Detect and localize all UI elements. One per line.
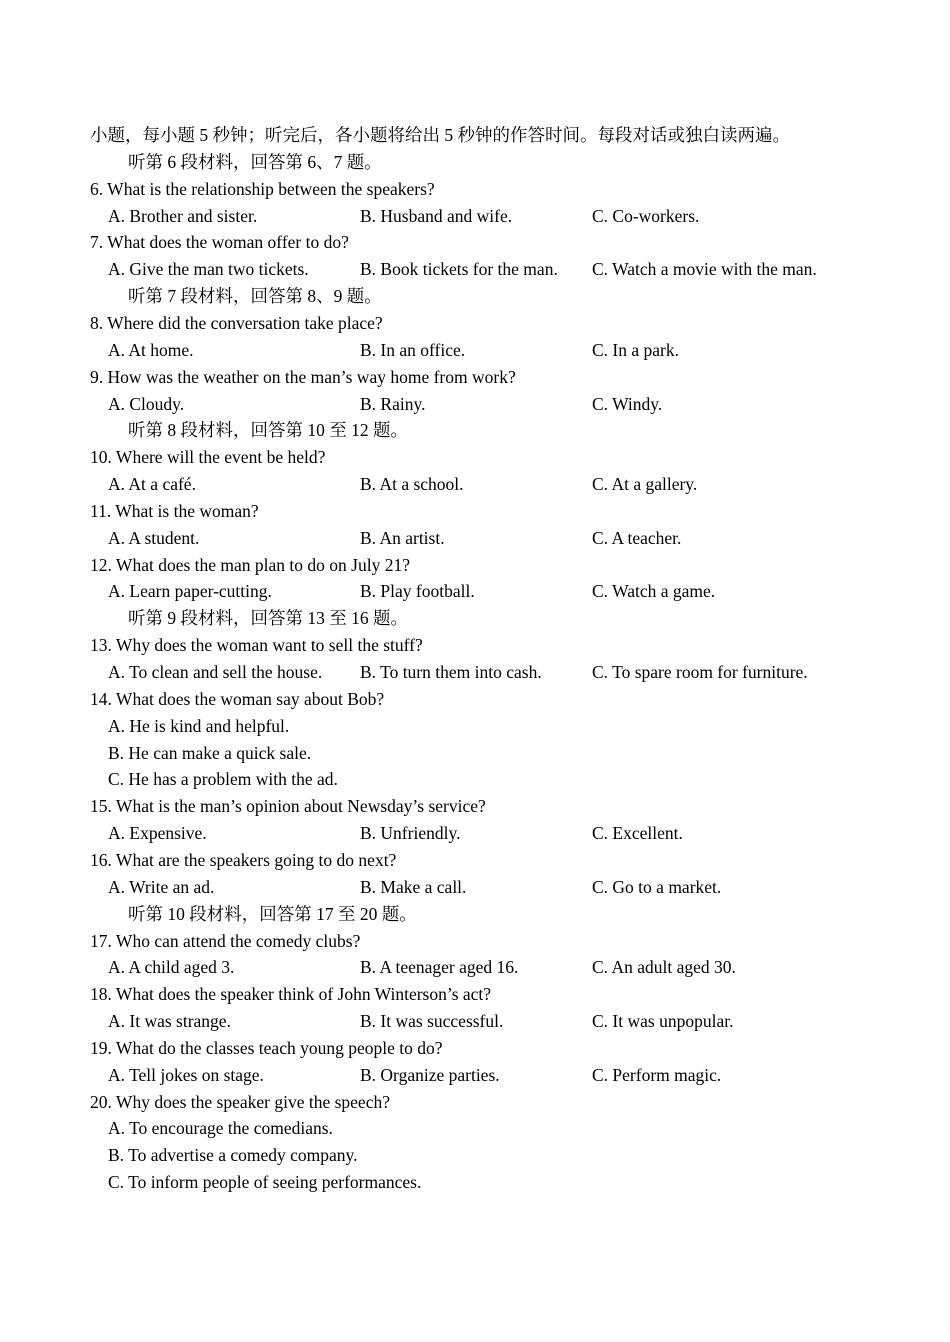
question-text: 14. What does the woman say about Bob? <box>90 688 385 709</box>
answer-option: C. It was unpopular. <box>592 1011 734 1032</box>
question-text: 20. Why does the speaker give the speech? <box>90 1091 390 1112</box>
answer-option: A. It was strange. <box>108 1011 231 1032</box>
answer-option: B. He can make a quick sale. <box>108 742 312 763</box>
question-text: 15. What is the man’s opinion about Newsday’s service? <box>90 796 486 817</box>
section-heading: 听第 7 段材料，回答第 8、9 题。 <box>128 286 382 307</box>
question-text: 9. How was the weather on the man’s way home from work? <box>90 366 516 387</box>
answer-option: B. Rainy. <box>360 393 426 414</box>
answer-option: B. Play football. <box>360 581 475 602</box>
question-text: 18. What does the speaker think of John Winterson’s act? <box>90 984 492 1005</box>
answer-option: A. Give the man two tickets. <box>108 259 309 280</box>
answer-option: A. Expensive. <box>108 823 207 844</box>
answer-option: C. In a park. <box>592 339 679 360</box>
answer-option: B. Make a call. <box>360 876 467 897</box>
answer-option: B. Husband and wife. <box>360 205 513 226</box>
answer-option: B. A teenager aged 16. <box>360 957 519 978</box>
answer-option: A. Learn paper-cutting. <box>108 581 272 602</box>
answer-option: A. To encourage the comedians. <box>108 1118 333 1139</box>
section-heading: 听第 8 段材料，回答第 10 至 12 题。 <box>128 420 408 441</box>
question-text: 6. What is the relationship between the speakers? <box>90 178 435 199</box>
answer-option: C. He has a problem with the ad. <box>108 769 338 790</box>
question-text: 13. Why does the woman want to sell the stuff? <box>90 635 423 656</box>
answer-option: B. Unfriendly. <box>360 823 461 844</box>
section-heading: 听第 9 段材料，回答第 13 至 16 题。 <box>128 608 408 629</box>
section-heading: 听第 6 段材料，回答第 6、7 题。 <box>128 151 382 172</box>
question-text: 17. Who can attend the comedy clubs? <box>90 930 361 951</box>
answer-option: B. To turn them into cash. <box>360 662 542 682</box>
answer-option: A. A child aged 3. <box>108 957 235 978</box>
answer-option: C. Watch a game. <box>592 581 716 602</box>
answer-option: B. Organize parties. <box>360 1064 500 1085</box>
question-text: 10. Where will the event be held? <box>90 447 326 468</box>
answer-option: A. Tell jokes on stage. <box>108 1064 264 1085</box>
answer-option: C. To inform people of seeing performances. <box>108 1172 422 1193</box>
question-text: 8. Where did the conversation take place? <box>90 312 383 333</box>
answer-option: A. Write an ad. <box>108 876 215 897</box>
answer-option: B. At a school. <box>360 474 464 495</box>
answer-option: A. At a café. <box>108 474 196 495</box>
answer-option: C. A teacher. <box>592 527 682 548</box>
question-text: 19. What do the classes teach young people to do? <box>90 1037 443 1058</box>
answer-option: C. To spare room for furniture. <box>592 662 808 682</box>
question-text: 12. What does the man plan to do on July 21? <box>90 554 410 575</box>
answer-option: A. A student. <box>108 527 200 548</box>
answer-option: B. It was successful. <box>360 1011 504 1032</box>
answer-option: B. In an office. <box>360 339 466 360</box>
intro-text: 小题，每小题 5 秒钟；听完后，各小题将给出 5 秒钟的作答时间。每段对话或独白读两遍。 <box>90 125 790 145</box>
question-text: 16. What are the speakers going to do next? <box>90 849 397 870</box>
answer-option: A. To clean and sell the house. <box>108 662 323 682</box>
answer-option: C. Perform magic. <box>592 1064 722 1085</box>
answer-option: C. Watch a movie with the man. <box>592 259 817 280</box>
answer-option: B. To advertise a comedy company. <box>108 1145 358 1166</box>
question-text: 11. What is the woman? <box>90 500 259 521</box>
answer-option: A. Brother and sister. <box>108 205 258 226</box>
answer-option: C. Excellent. <box>592 823 683 844</box>
question-text: 7. What does the woman offer to do? <box>90 232 349 253</box>
section-heading: 听第 10 段材料，回答第 17 至 20 题。 <box>128 903 417 924</box>
answer-option: A. He is kind and helpful. <box>108 715 290 736</box>
answer-option: A. Cloudy. <box>108 393 185 414</box>
answer-option: B. Book tickets for the man. <box>360 259 558 280</box>
answer-option: C. Windy. <box>592 393 663 414</box>
answer-option: B. An artist. <box>360 527 445 548</box>
answer-option: C. At a gallery. <box>592 474 698 495</box>
answer-option: C. An adult aged 30. <box>592 957 736 978</box>
answer-option: A. At home. <box>108 339 194 360</box>
answer-option: C. Co-workers. <box>592 205 700 226</box>
answer-option: C. Go to a market. <box>592 876 722 897</box>
